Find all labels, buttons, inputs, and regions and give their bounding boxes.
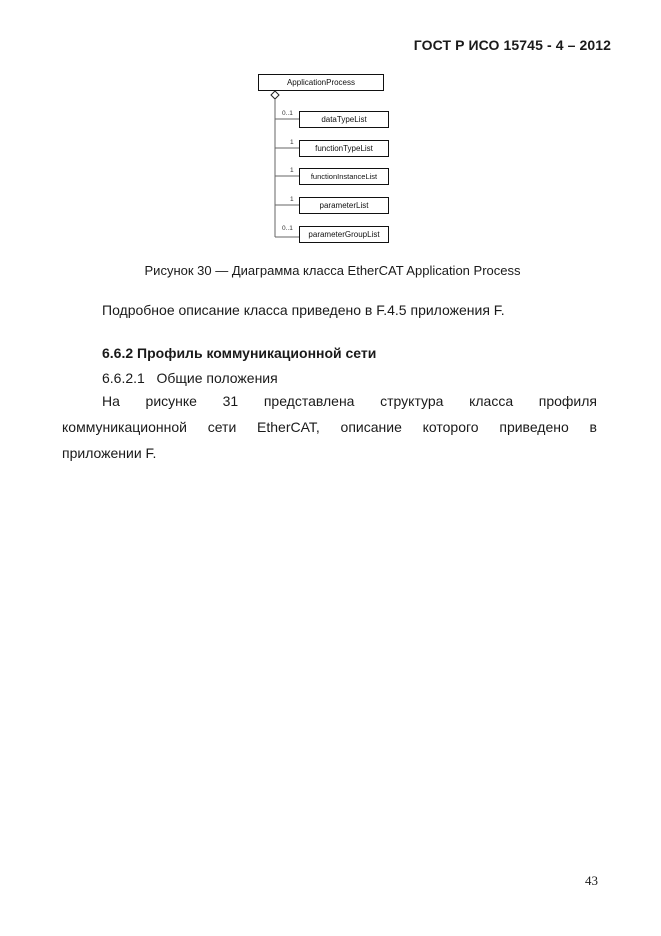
body-paragraph bbox=[62, 388, 597, 466]
paragraph: Подробное описание класса приведено в F.4.5 приложения F. bbox=[102, 302, 505, 318]
multiplicity-label: 1 bbox=[290, 139, 294, 146]
section-heading: 6.6.2 Профиль коммуникационной сети bbox=[102, 345, 377, 361]
body-line: коммуникационной сети EtherCAT, описание которого приведено в bbox=[62, 419, 597, 435]
aggregation-diamond-icon bbox=[271, 91, 279, 99]
multiplicity-label: 0..1 bbox=[282, 110, 293, 117]
diagram-connectors bbox=[0, 0, 661, 260]
uml-class-diagram bbox=[0, 0, 661, 260]
class-application-process: ApplicationProcess bbox=[258, 74, 384, 91]
figure-caption: Рисунок 30 — Диаграмма класса EtherCAT Application Process bbox=[144, 263, 521, 278]
class-parameter-list: parameterList bbox=[299, 197, 389, 214]
body-line: На рисунке 31 представлена структура класса профиля bbox=[102, 393, 597, 409]
document-header: ГОСТ Р ИСО 15745 - 4 – 2012 bbox=[413, 37, 611, 53]
subsection-heading: 6.6.2.1 Общие положения bbox=[102, 370, 278, 386]
class-function-instance-list: functionInstanceList bbox=[299, 168, 389, 185]
class-function-type-list: functionTypeList bbox=[299, 140, 389, 157]
page-number: 43 bbox=[585, 873, 598, 888]
body-line: приложении F. bbox=[62, 445, 157, 461]
class-parameter-group-list: parameterGroupList bbox=[299, 226, 389, 243]
multiplicity-label: 1 bbox=[290, 196, 294, 203]
multiplicity-label: 1 bbox=[290, 167, 294, 174]
class-data-type-list: dataTypeList bbox=[299, 111, 389, 128]
multiplicity-label: 0..1 bbox=[282, 225, 293, 232]
